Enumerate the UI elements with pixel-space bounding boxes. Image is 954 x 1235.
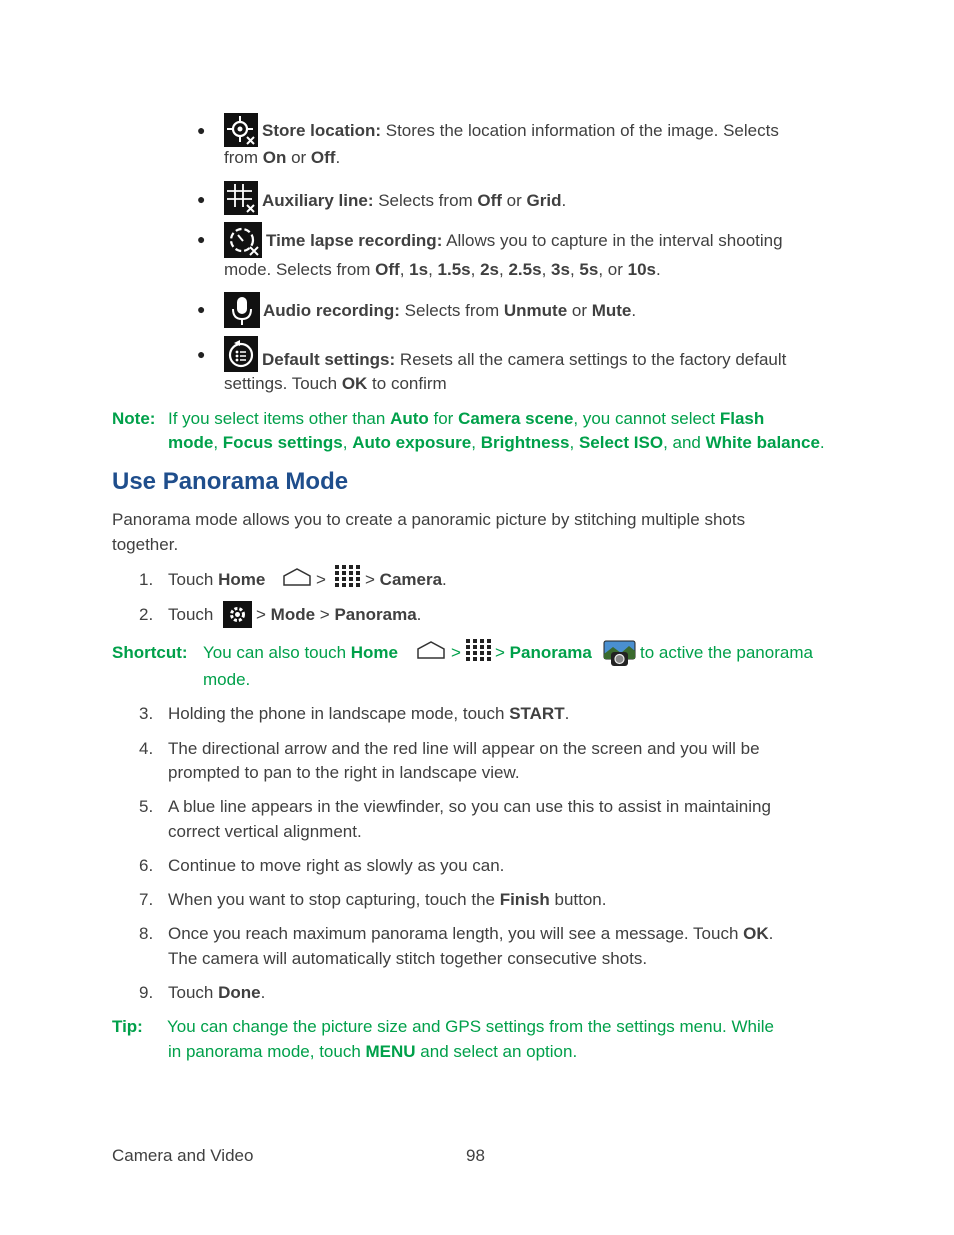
shortcut-text2: to active the panorama <box>640 643 813 662</box>
step-number: 5. <box>139 797 154 816</box>
grid-icon <box>224 181 258 215</box>
bullet-default-settings-line1: Default settings: Resets all the camera settings to the factory default <box>262 350 787 369</box>
intro-line2: together. <box>112 535 179 554</box>
step-number: 7. <box>139 890 154 909</box>
step-8-line1: Once you reach maximum panorama length, you will see a message. Touch OK. <box>168 924 774 943</box>
bullet-dot: ● <box>197 122 206 138</box>
reset-settings-icon <box>224 336 258 372</box>
section-heading: Use Panorama Mode <box>112 468 349 495</box>
home-icon <box>282 567 312 587</box>
settings-gear-icon <box>223 601 252 628</box>
bullet-store-location-line1: Store location: Stores the location information of the image. Selects <box>262 121 779 140</box>
bullet-default-settings-line2: settings. Touch OK to confirm <box>224 374 447 393</box>
shortcut-text: You can also touch Home <box>203 643 398 662</box>
step-number: 6. <box>139 856 154 875</box>
step-number: 1. <box>139 570 154 589</box>
home-icon <box>416 640 446 660</box>
step-4-line2: prompted to pan to the right in landscape view. <box>168 763 520 782</box>
apps-grid-icon <box>334 564 362 590</box>
step-9-text: Touch Done. <box>168 983 266 1002</box>
footer-section: Camera and Video <box>112 1146 254 1165</box>
panorama-camera-icon <box>603 638 636 669</box>
shortcut-panorama: > Panorama <box>495 643 592 662</box>
bullet-store-location-line2: from On or Off. <box>224 148 341 167</box>
intro-line1: Panorama mode allows you to create a panoramic picture by stitching multiple shots <box>112 510 746 529</box>
bullet-dot: ● <box>197 301 206 317</box>
note-line2: mode, Focus settings, Auto exposure, Brightness, Select ISO, and White balance. <box>168 433 825 452</box>
step-number: 9. <box>139 983 154 1002</box>
step-number: 2. <box>139 605 154 624</box>
note-label: Note: <box>112 409 156 428</box>
store-location-icon <box>224 113 258 147</box>
bullet-time-lapse-line2: mode. Selects from Off, 1s, 1.5s, 2s, 2.5s, 3s, 5s, or 10s. <box>224 260 661 279</box>
step-1-text: Touch Home <box>168 570 266 589</box>
bullet-dot: ● <box>197 346 206 362</box>
step-1-gt: > <box>316 570 326 589</box>
shortcut-gt: > <box>451 643 461 662</box>
microphone-icon <box>224 292 260 328</box>
tip-line1: You can change the picture size and GPS settings from the settings menu. While <box>167 1017 774 1036</box>
step-8-line2: The camera will automatically stitch together consecutive shots. <box>168 949 648 968</box>
step-2-touch: Touch <box>168 605 214 624</box>
bullet-dot: ● <box>197 231 206 247</box>
shortcut-text3: mode. <box>203 670 251 689</box>
step-number: 8. <box>139 924 154 943</box>
time-lapse-icon <box>224 222 262 258</box>
step-1-tail: > Camera. <box>365 570 447 589</box>
bullet-dot: ● <box>197 191 206 207</box>
bullet-auxiliary-line: Auxiliary line: Selects from Off or Grid. <box>262 191 567 210</box>
step-3-text: Holding the phone in landscape mode, touch START. <box>168 704 570 723</box>
tip-label: Tip: <box>112 1017 143 1036</box>
bullet-audio-recording: Audio recording: Selects from Unmute or Mute. <box>263 301 637 320</box>
page-number: 98 <box>466 1146 485 1165</box>
step-4-line1: The directional arrow and the red line will appear on the screen and you will be <box>168 739 760 758</box>
step-7-text: When you want to stop capturing, touch the Finish button. <box>168 890 607 909</box>
step-6-text: Continue to move right as slowly as you can. <box>168 856 505 875</box>
shortcut-label: Shortcut: <box>112 643 188 662</box>
step-number: 3. <box>139 704 154 723</box>
step-5-line1: A blue line appears in the viewfinder, so you can use this to assist in maintaining <box>168 797 771 816</box>
apps-grid-icon <box>465 638 493 664</box>
step-5-line2: correct vertical alignment. <box>168 822 362 841</box>
step-number: 4. <box>139 739 154 758</box>
bullet-time-lapse-line1: Time lapse recording: Allows you to capture in the interval shooting <box>266 231 783 250</box>
tip-line2: in panorama mode, touch MENU and select an option. <box>168 1042 578 1061</box>
step-2-tail: > Mode > Panorama. <box>256 605 422 624</box>
note-line1: If you select items other than Auto for Camera scene, you cannot select Flash <box>168 409 765 428</box>
